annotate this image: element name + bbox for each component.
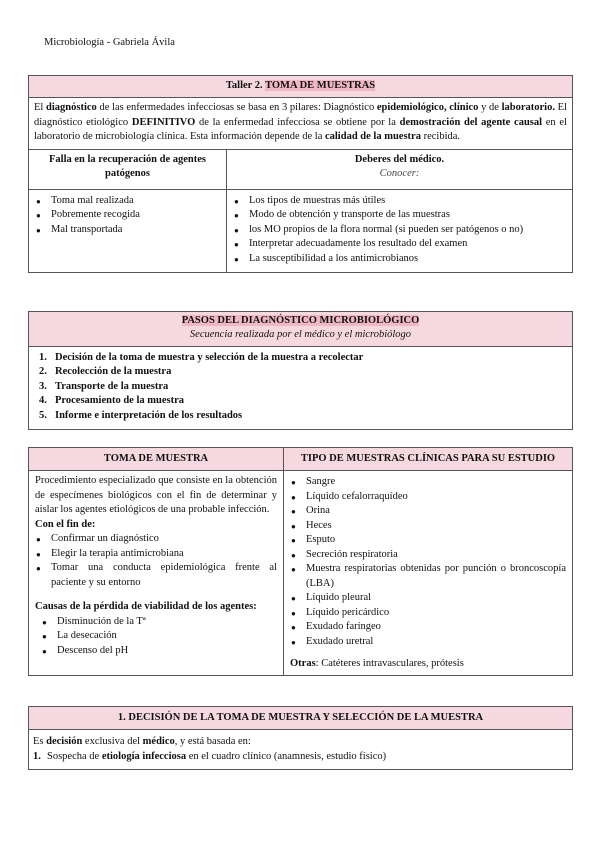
tipos-column xyxy=(283,448,572,675)
list-item: ● Tomar una conducta epidemiológica frente al paciente y su entorno xyxy=(35,561,277,590)
list-item: ● Descenso del pH xyxy=(41,644,277,658)
pasos-title: PASOS DEL DIAGNÓSTICO MICROBIOLÓGICO xyxy=(181,315,420,326)
falla-list xyxy=(29,190,226,268)
list-item: ● Secreción respiratoria xyxy=(290,548,566,562)
decision-content xyxy=(29,730,572,769)
list-item: ● Elegir la terapia antimicrobiana xyxy=(35,547,277,561)
document-header: Microbiología - Gabriela Ávila xyxy=(44,37,175,48)
pasos-subtitle: Secuencia realizada por el médico y el microbiólogo xyxy=(189,329,412,341)
toma-definition: Procedimiento especializado que consiste en la obtención de especímenes biológicos con el fin de determinar y aislar los agentes etiológicos de una probable infección. xyxy=(35,475,277,516)
fin-label: Con el fin de: xyxy=(35,518,96,530)
list-item: 3. Transporte de la muestra xyxy=(39,380,169,392)
taller-title xyxy=(29,76,572,98)
causas-label: Causas de la pérdida de viabilidad de los agentes: xyxy=(35,601,257,613)
taller-title-text: TOMA DE MUESTRAS xyxy=(265,80,376,91)
toma-column xyxy=(29,448,283,675)
pasos-header xyxy=(29,312,572,347)
taller-prefix: Taller 2. xyxy=(225,80,263,91)
taller-intro: El diagnóstico de las enfermedades infecciosas se basa en 3 pilares: Diagnóstico epidemiológico, clínico y de laboratorio. El diagnóstico etiológico DEFINITIVO de la enfermedad infecciosa se obtiene por la demostración del agente causal en el laboratorio de microbiología clínica. Esta información depende de la calidad de la muestra recibida. xyxy=(29,98,572,149)
list-item: ● Líquido cefalorraquídeo xyxy=(290,490,566,504)
list-item: ● Heces xyxy=(290,519,566,533)
list-item: 4. Procesamiento de la muestra xyxy=(39,395,184,407)
decision-title: 1. DECISIÓN DE LA TOMA DE MUESTRA Y SELECCIÓN DE LA MUESTRA xyxy=(29,707,572,730)
decision-box xyxy=(28,706,573,770)
pasos-list xyxy=(29,347,572,429)
list-item: ● La susceptibilidad a los antimicrobianos xyxy=(233,252,566,266)
list-item: ● Mal transportada xyxy=(35,223,220,237)
list-item: ● Líquido pericárdico xyxy=(290,606,566,620)
list-item: ● Sangre xyxy=(290,475,566,489)
list-item: ● Líquido pleural xyxy=(290,591,566,605)
list-item: ● Muestra respiratorias obtenidas por punción o broncoscopía (LBA) xyxy=(290,562,566,591)
taller-box xyxy=(28,75,573,273)
toma-content xyxy=(29,471,283,663)
pasos-box xyxy=(28,311,573,430)
list-item: ● Disminución de la Tª xyxy=(41,615,277,629)
list-item: 2. Recolección de la muestra xyxy=(39,366,172,378)
list-item: 1. Decisión de la toma de muestra y selección de la muestra a recolectar xyxy=(39,351,364,363)
tipos-list xyxy=(284,471,572,651)
decision-text: Es decisión exclusiva del médico, y está basada en: xyxy=(33,736,251,748)
list-item: ● Esputo xyxy=(290,533,566,547)
toma-title: TOMA DE MUESTRA xyxy=(29,448,283,471)
otras-line: Otras: Catéteres intravasculares, prótesis xyxy=(290,658,464,670)
falla-header: Falla en la recuperación de agentes patógenos xyxy=(29,150,226,190)
list-item: ● Interpretar adecuadamente los resultado del examen xyxy=(233,237,566,251)
decision-item: 1. Sospecha de etiología infecciosa en el cuadro clínico (anamnesis, estudio físico) xyxy=(33,750,387,762)
list-item: 5. Informe e interpretación de los resultados xyxy=(39,409,243,421)
list-item: ● La desecación xyxy=(41,629,277,643)
list-item: ● Modo de obtención y transporte de las muestras xyxy=(233,208,566,222)
deberes-column xyxy=(226,150,572,272)
deberes-subheader: Conocer: xyxy=(379,168,420,180)
list-item: ● Confirmar un diagnóstico xyxy=(35,532,277,546)
list-item: ● Los tipos de muestras más útiles xyxy=(233,194,566,208)
list-item: ● Exudado uretral xyxy=(290,635,566,649)
toma-box xyxy=(28,447,573,676)
tipos-title: TIPO DE MUESTRAS CLÍNICAS PARA SU ESTUDIO xyxy=(284,448,572,471)
deberes-header: Deberes del médico. Conocer: xyxy=(227,150,572,190)
list-item: ● los MO propios de la flora normal (si pueden ser patógenos o no) xyxy=(233,223,566,237)
list-item: ● Exudado faríngeo xyxy=(290,620,566,634)
list-item: ● Toma mal realizada xyxy=(35,194,220,208)
list-item: ● Pobremente recogida xyxy=(35,208,220,222)
deberes-list xyxy=(227,190,572,272)
fin-list xyxy=(35,532,277,594)
falla-column xyxy=(29,150,226,272)
list-item: ● Orina xyxy=(290,504,566,518)
causas-list xyxy=(35,615,277,660)
